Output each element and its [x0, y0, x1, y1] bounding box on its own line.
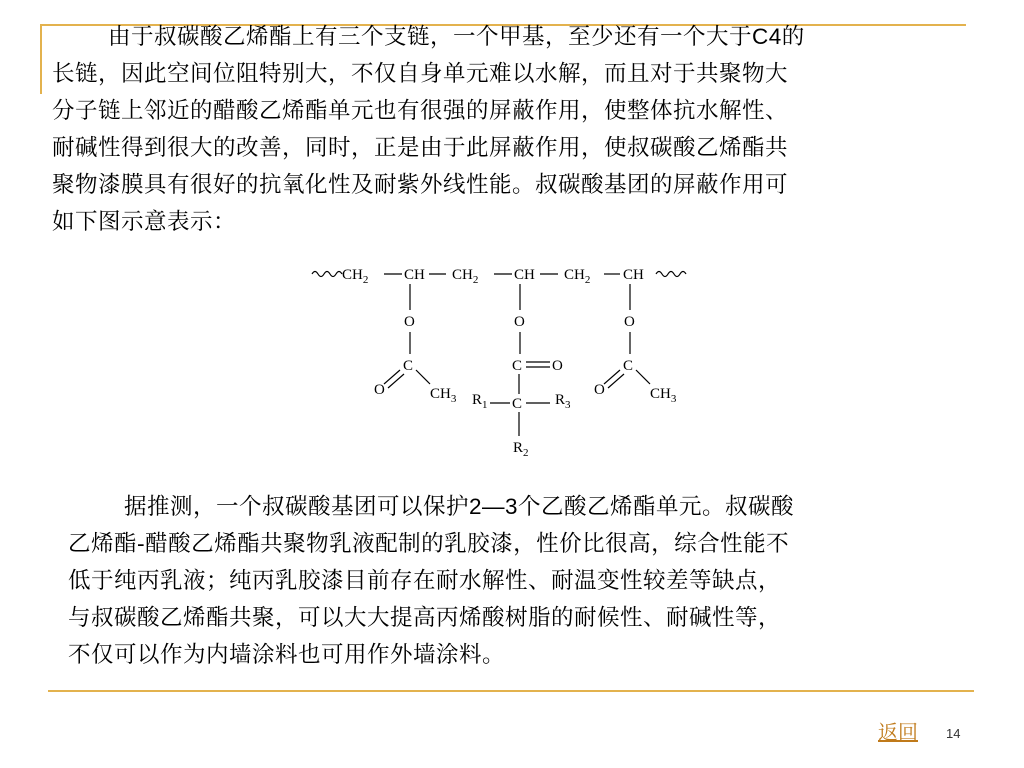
text-line: 乙烯酯-醋酸乙烯酯共聚物乳液配制的乳胶漆，性价比很高，综合性能不 [68, 531, 790, 557]
text-line: 耐碱性得到很大的改善，同时，正是由于此屏蔽作用，使叔碳酸乙烯酯共 [52, 135, 789, 161]
text-line: 长链，因此空间位阻特别大，不仅自身单元难以水解，而且对于共聚物大 [52, 61, 789, 87]
oxygen-middle: O [514, 314, 525, 330]
r1-group: $R_1$ [472, 392, 488, 411]
chain-ch2-1: $CH_2$ [342, 267, 369, 286]
text-line: 低于纯丙乳液；纯丙乳胶漆目前存在耐水解性、耐温变性较差等缺点， [68, 568, 782, 594]
quaternary-carbon: C [512, 396, 523, 412]
paragraph-intro [52, 18, 972, 241]
text-line: 由于叔碳酸乙烯酯上有三个支链，一个甲基，至少还有一个大于C4的 [108, 24, 805, 50]
page-number: 14 [946, 726, 961, 741]
oxygen-right: O [624, 314, 635, 330]
text-line: 如下图示意表示： [52, 209, 237, 235]
chain-ch-3: CH [623, 267, 644, 283]
left-rule [40, 24, 42, 94]
chain-ch-2: CH [514, 267, 535, 283]
methyl-right: $CH_3$ [650, 386, 677, 405]
wavy-end-right [656, 272, 686, 277]
paragraph-conclusion [68, 488, 968, 674]
r3-group: $R_3$ [555, 392, 571, 411]
text-line: 不仅可以作为内墙涂料也可用作外墙涂料。 [68, 642, 506, 668]
text-line: 据推测，一个叔碳酸基团可以保护2—3个乙酸乙烯酯单元。叔碳酸 [124, 494, 795, 520]
wavy-end-left [312, 272, 342, 277]
bottom-rule [48, 690, 974, 692]
r2-group: $R_2$ [513, 440, 529, 459]
methyl-left: $CH_3$ [430, 386, 457, 405]
chain-ch-1: CH [404, 267, 425, 283]
carbon-middle: C [512, 358, 523, 374]
carbonyl-o-right: O [594, 382, 605, 398]
carbon-left: C [403, 358, 414, 374]
chemical-structure-diagram [300, 252, 700, 464]
carbonyl-o-middle: O [552, 358, 563, 374]
text-line: 与叔碳酸乙烯酯共聚，可以大大提高丙烯酸树脂的耐候性、耐碱性等， [68, 605, 782, 631]
back-link[interactable]: 返回 [878, 720, 918, 744]
carbonyl-o-left: O [374, 382, 385, 398]
text-line: 分子链上邻近的醋酸乙烯酯单元也有很强的屏蔽作用，使整体抗水解性、 [52, 98, 789, 124]
chain-ch2-3: $CH_2$ [564, 267, 591, 286]
carbon-right: C [623, 358, 634, 374]
oxygen-left: O [404, 314, 415, 330]
text-line: 聚物漆膜具有很好的抗氧化性及耐紫外线性能。叔碳酸基团的屏蔽作用可 [52, 172, 789, 198]
chain-ch2-2: $CH_2$ [452, 267, 479, 286]
